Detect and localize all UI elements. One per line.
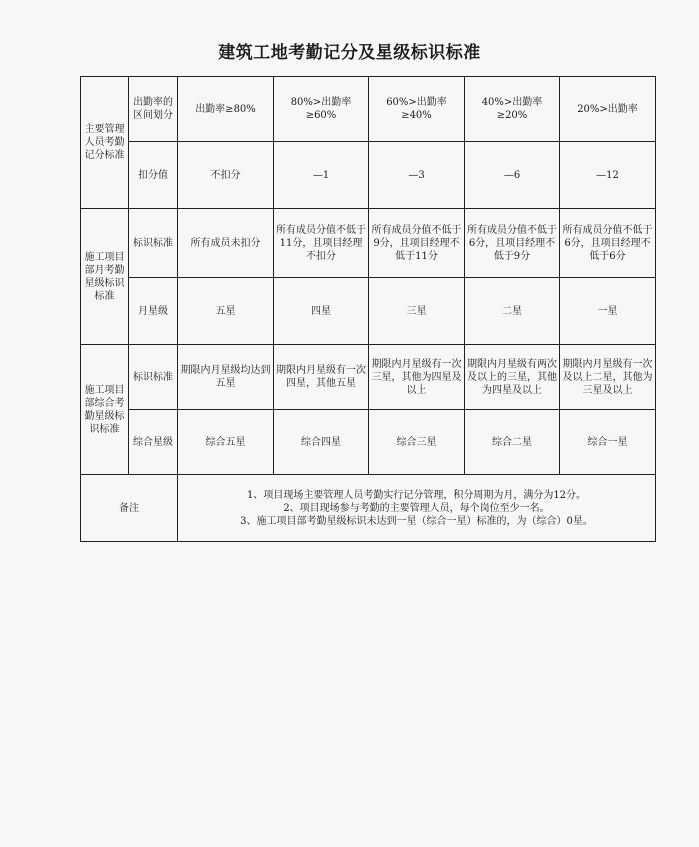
- table-cell: 80%>出勤率≥60%: [274, 77, 369, 142]
- table-cell: 四星: [274, 278, 369, 345]
- notes-label-cell: 备注: [81, 475, 178, 542]
- table-cell: 所有成员分值不低于9分，且项目经理不低于11分: [369, 209, 465, 278]
- table-cell: 60%>出勤率≥40%: [369, 77, 465, 142]
- note-line: 3、施工项目部考勤星级标识未达到一星（综合一星）标准的，为（综合）0星。: [240, 515, 593, 527]
- table-cell: 二星: [465, 278, 560, 345]
- row-label-cell: 扣分值: [129, 142, 178, 209]
- table-row: [81, 142, 656, 209]
- note-line: 2、项目现场参与考勤的主要管理人员，每个岗位至少一名。: [283, 502, 550, 514]
- table-cell: 期限内月星级均达到五星: [178, 345, 274, 410]
- table-cell: 综合四星: [274, 410, 369, 475]
- table-cell: —6: [465, 142, 560, 209]
- table-row: [81, 345, 656, 410]
- table-cell: 期限内月星级有一次及以上二星，其他为三星及以上: [560, 345, 656, 410]
- table-cell: 20%>出勤率: [560, 77, 656, 142]
- table-cell: 期限内月星级有两次及以上的三星，其他为四星及以上: [465, 345, 560, 410]
- table-cell: 40%>出勤率≥20%: [465, 77, 560, 142]
- category-cell: 施工项目部月考勤星级标识标准: [81, 209, 129, 345]
- table-row: [81, 410, 656, 475]
- row-label-cell: 月星级: [129, 278, 178, 345]
- attendance-standard-table: [80, 76, 656, 542]
- note-line: 1、项目现场主要管理人员考勤实行记分管理，积分周期为月，满分为12分。: [246, 489, 587, 501]
- table-row: [81, 278, 656, 345]
- table-cell: 一星: [560, 278, 656, 345]
- table-cell: 期限内月星级有一次三星，其他为四星及以上: [369, 345, 465, 410]
- table-cell: 综合二星: [465, 410, 560, 475]
- row-label-cell: 出勤率的区间划分: [129, 77, 178, 142]
- table-row: [81, 209, 656, 278]
- table-cell: —1: [274, 142, 369, 209]
- table-cell: 综合一星: [560, 410, 656, 475]
- table-row: [81, 77, 656, 142]
- table-cell: 所有成员分值不低于11分，且项目经理不扣分: [274, 209, 369, 278]
- row-label-cell: 综合星级: [129, 410, 178, 475]
- table-row: [81, 475, 656, 542]
- table-cell: 三星: [369, 278, 465, 345]
- table-cell: —3: [369, 142, 465, 209]
- table-cell: 所有成员分值不低于6分，且项目经理不低于9分: [465, 209, 560, 278]
- table-cell: 综合三星: [369, 410, 465, 475]
- table-cell: 五星: [178, 278, 274, 345]
- document-title: 建筑工地考勤记分及星级标识标准: [218, 43, 481, 63]
- notes-cell: [178, 475, 656, 542]
- row-label-cell: 标识标准: [129, 345, 178, 410]
- table-cell: 期限内月星级有一次四星，其他五星: [274, 345, 369, 410]
- table-cell: —12: [560, 142, 656, 209]
- category-cell: 施工项目部综合考勤星级标识标准: [81, 345, 129, 475]
- table-cell: 出勤率≥80%: [178, 77, 274, 142]
- table-cell: 所有成员分值不低于6分，且项目经理不低于6分: [560, 209, 656, 278]
- table-cell: 所有成员未扣分: [178, 209, 274, 278]
- table-cell: 不扣分: [178, 142, 274, 209]
- category-cell: 主要管理人员考勤记分标准: [81, 77, 129, 209]
- table-cell: 综合五星: [178, 410, 274, 475]
- row-label-cell: 标识标准: [129, 209, 178, 278]
